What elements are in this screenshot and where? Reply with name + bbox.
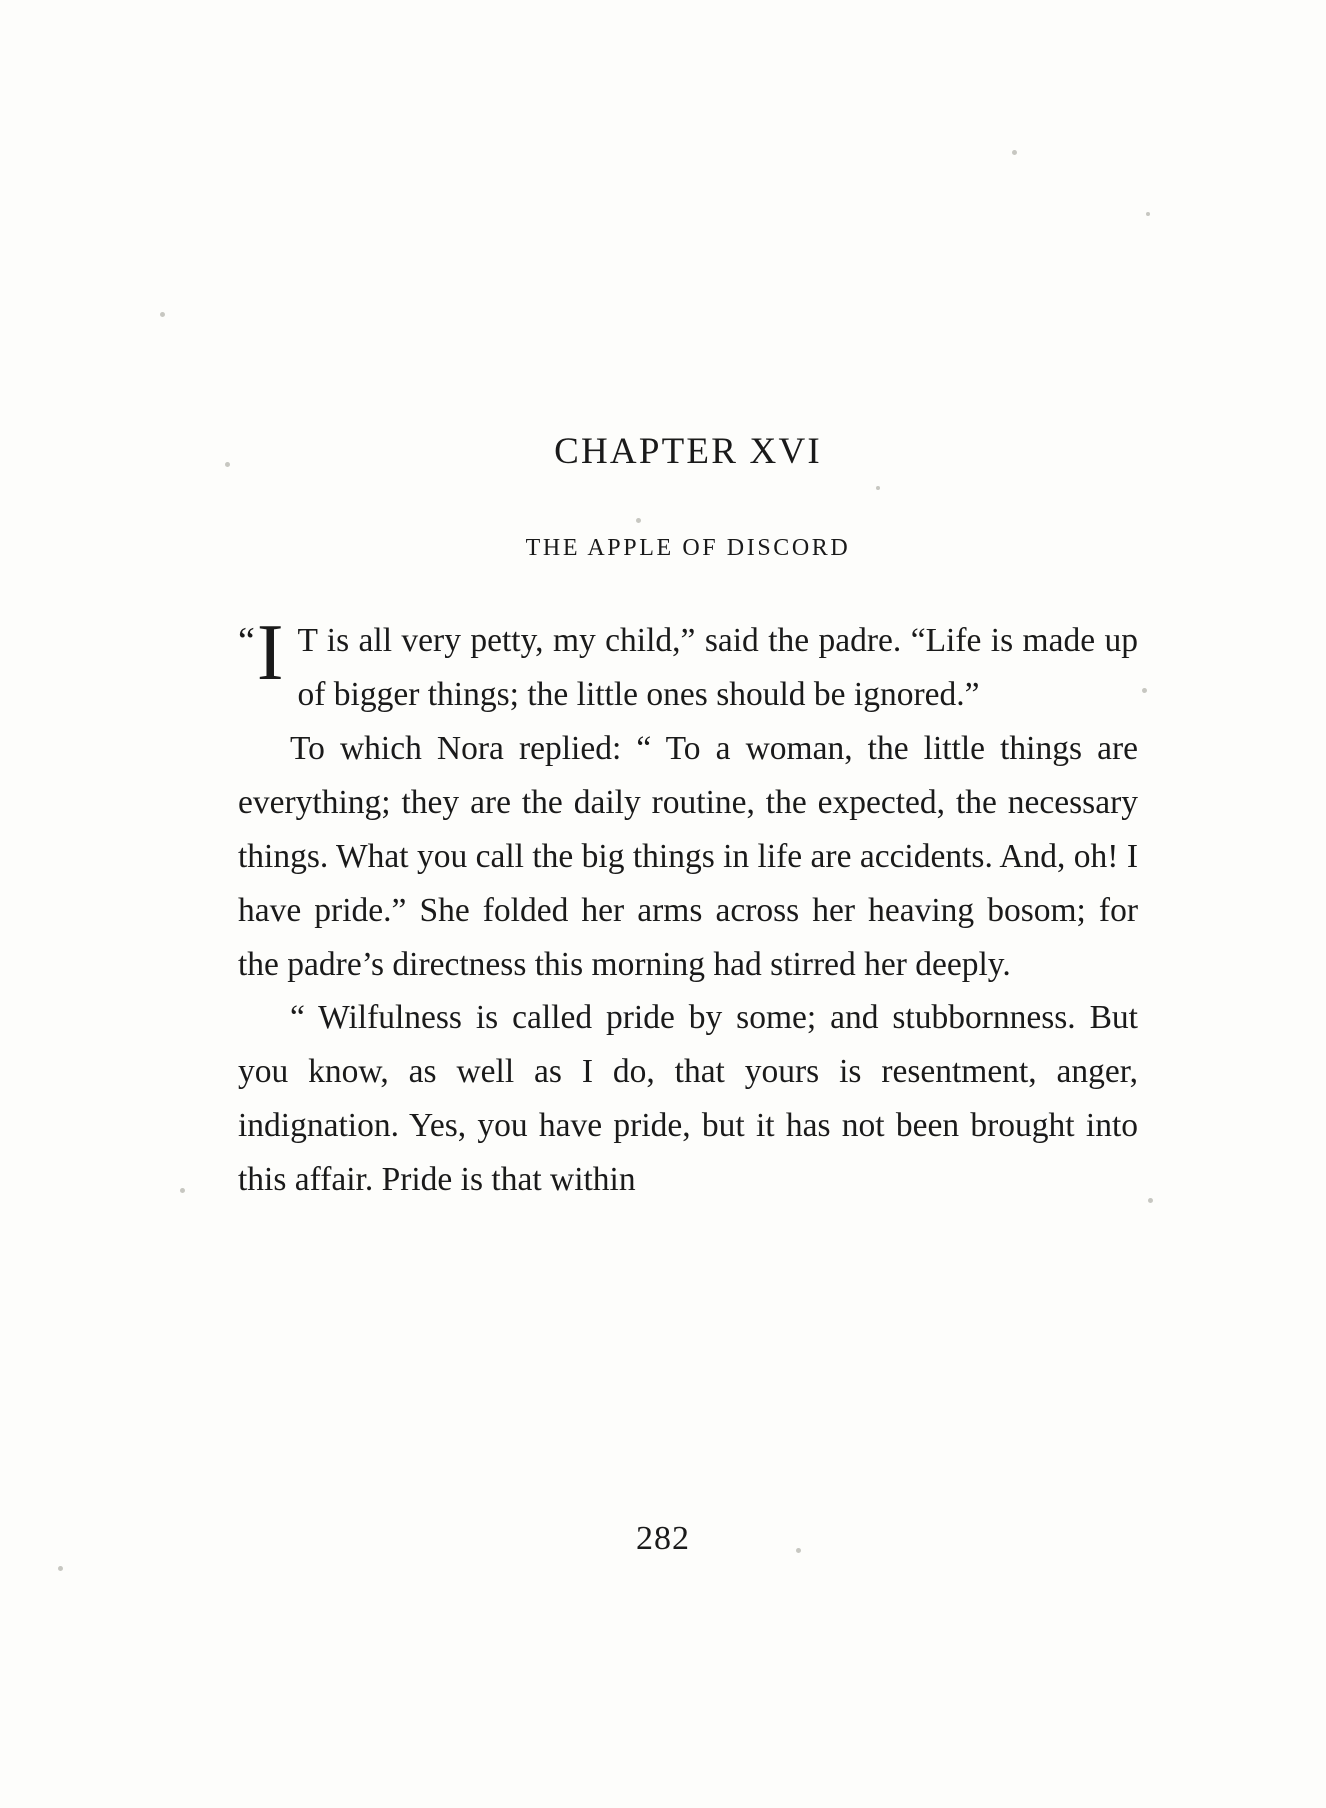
page-number: 282 [636,1520,690,1557]
paragraph-first [238,609,1138,722]
paragraph-second [238,722,1138,992]
paragraph-text: “ Wilfulness is called pride by some; and stubbornness. But you know, as well as I do, that yours is resentment, anger, indignation. Yes, you have pride, but it has not been brought into this affair. Pride is that within [238,999,1138,1199]
paragraph-text: T is all very petty, my child,” said the padre. “Life is made up of bigger things; the little ones should be ignored.” [297,622,1138,713]
drop-cap-letter: I [256,609,284,697]
paragraph-text: To which Nora replied: “ To a woman, the little things are everything; they are the daily routine, the expected, the necessary things. What you call the big things in life are accidents. And, oh! I have pride.” She folded her arms across her heaving bosom; for the padre’s directness this morning had stirred her deeply. [238,729,1138,983]
chapter-subtitle: THE APPLE OF DISCORD [525,535,851,561]
paper-speck [180,1188,185,1193]
opening-quote-mark: “ [238,620,255,662]
chapter-heading: CHAPTER XVI [554,431,822,472]
paper-speck [58,1566,63,1571]
paper-speck [1146,212,1150,216]
paper-speck [1012,150,1017,155]
paragraph-third [238,991,1138,1207]
page-content [238,430,1138,1207]
body-text [238,609,1138,1207]
paper-speck [160,312,165,317]
paper-speck [1142,688,1147,693]
paper-speck [1148,1198,1153,1203]
paper-speck [225,462,230,467]
